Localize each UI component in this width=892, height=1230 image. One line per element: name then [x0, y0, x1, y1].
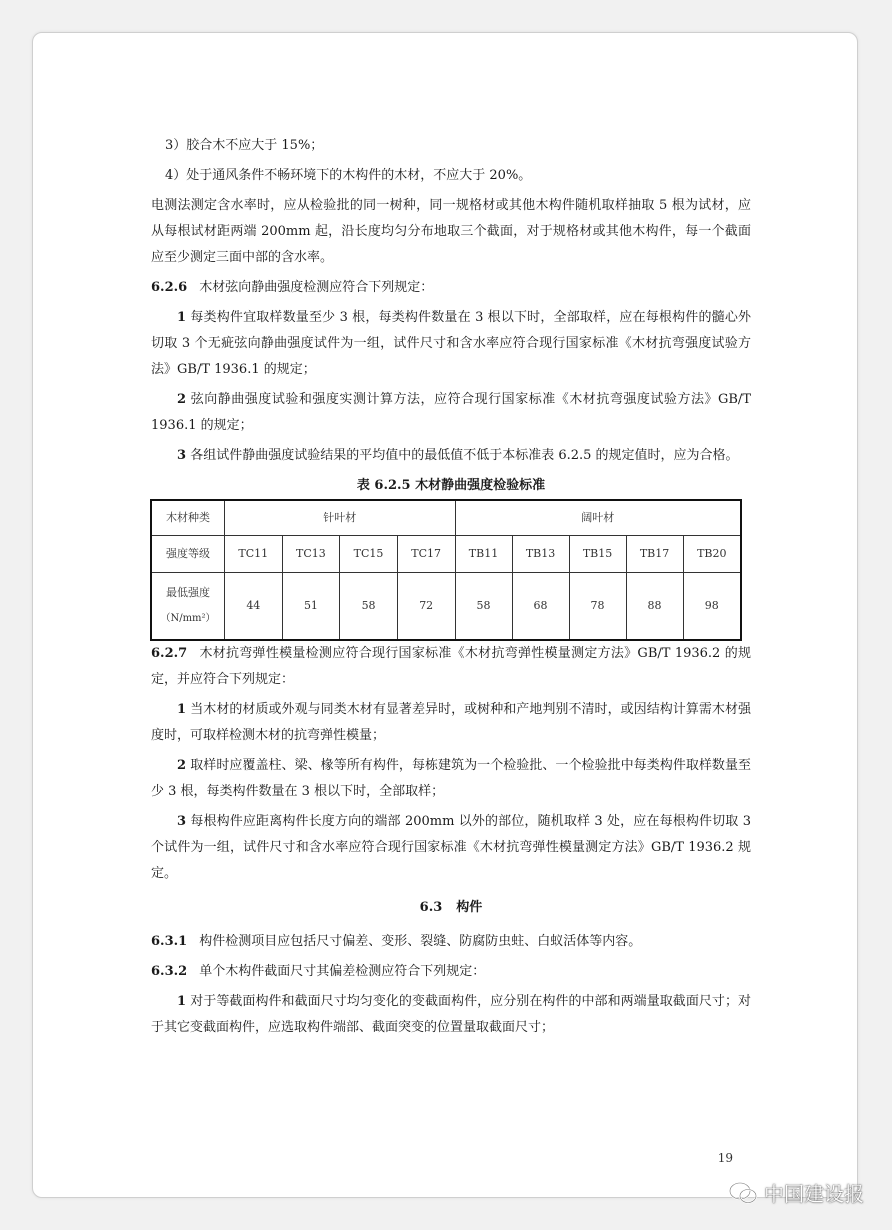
item-number: 3: [177, 448, 187, 463]
clause-text: 构件检测项目应包括尺寸偏差、变形、裂缝、防腐防虫蛀、白蚁活体等内容。: [199, 934, 642, 949]
table-cell: TC11: [225, 536, 283, 573]
page-content: [151, 133, 751, 1045]
clause-6-3-2: [151, 959, 751, 985]
item-text: 当木材的材质或外观与同类木材有显著差异时，或树种和产地判别不清时，或因结构计算需木材强度时，可取样检测木材的抗弯弹性模量；: [151, 702, 751, 743]
clause-6-2-7: [151, 641, 751, 693]
document-page: [32, 32, 858, 1198]
item-number: 1: [177, 310, 187, 325]
item-number: 2: [177, 758, 187, 773]
table-cell: TC17: [397, 536, 455, 573]
paragraph-electric-method: 电测法测定含水率时，应从检验批的同一树种，同一规格材或其他木构件随机取样抽取 5 根为试材，应从每根试材距两端 200mm 起，沿长度均匀分布地取三个截面，对于规格材或其他木构件，每一个截面应至少测定三面中部的含水率。: [151, 198, 751, 265]
clause-number: 6.3.1: [151, 934, 188, 949]
item-text: 对于等截面构件和截面尺寸均匀变化的变截面构件，应分别在构件的中部和两端量取截面尺寸；对于其它变截面构件，应选取构件端部、截面突变的位置量取截面尺寸；: [151, 994, 751, 1035]
table-cell: 58: [340, 573, 398, 641]
clause-number: 6.2.6: [151, 280, 188, 295]
unit-label: （N/mm²）: [160, 613, 216, 624]
paragraph-item-3: 3）胶合木不应大于 15%；: [165, 138, 324, 153]
item-number: 1: [177, 702, 187, 717]
strength-standard-table: [150, 499, 742, 641]
page-number: 19: [717, 1151, 733, 1165]
section-title-text: 构件: [456, 900, 483, 915]
table-cell: TB11: [455, 536, 512, 573]
table-row: [151, 573, 741, 641]
table-cell: 木材种类: [151, 500, 225, 536]
table-title: 表 6.2.5 木材静曲强度检验标准: [356, 478, 546, 493]
clause-6-2-6: [151, 275, 751, 301]
item-text: 取样时应覆盖柱、梁、椽等所有构件，每栋建筑为一个检验批、一个检验批中每类构件取样数量至少 3 根，每类构件数量在 3 根以下时，全部取样；: [151, 758, 751, 799]
section-heading: [151, 895, 751, 921]
table-cell: 51: [282, 573, 340, 641]
table-cell: 阔叶材: [455, 500, 741, 536]
table-row: [151, 500, 741, 536]
watermark-text: 中国建设报: [764, 1182, 864, 1206]
clause-text: 木材抗弯弹性模量检测应符合现行国家标准《木材抗弯弹性模量测定方法》GB/T 1936.2 的规定，并应符合下列规定：: [151, 646, 751, 687]
item-text: 每根构件应距离构件长度方向的端部 200mm 以外的部位，随机取样 3 处，应在每根构件切取 3 个试件为一组，试件尺寸和含水率应符合现行国家标准《木材抗弯弹性模量测定方法》GB/T 1936.2 规定。: [151, 814, 751, 881]
table-cell: 72: [397, 573, 455, 641]
table-cell: 44: [225, 573, 283, 641]
table-cell: TB15: [569, 536, 626, 573]
table-cell: 98: [683, 573, 741, 641]
table-cell: 68: [512, 573, 569, 641]
table-row: [151, 536, 741, 573]
clause-6-2-6-item-3: [151, 443, 751, 469]
publisher-watermark: [728, 1178, 864, 1207]
clause-6-3-2-item-1: [151, 989, 751, 1041]
item-text: 每类构件宜取样数量至少 3 根，每类构件数量在 3 根以下时，全部取样，应在每根构件的髓心外切取 3 个无疵弦向静曲强度试件为一组，试件尺寸和含水率应符合现行国家标准《木材抗弯强度试验方法》GB/T 1936.1 的规定；: [151, 310, 751, 377]
table-cell: 78: [569, 573, 626, 641]
table-cell: 针叶材: [225, 500, 456, 536]
paragraph-item-4: 4）处于通风条件不畅环境下的木构件的木材，不应大于 20%。: [165, 168, 532, 183]
clause-text: 木材弦向静曲强度检测应符合下列规定：: [199, 280, 434, 295]
clause-6-2-7-item-1: [151, 697, 751, 749]
table-cell: TB17: [626, 536, 683, 573]
table-cell: 88: [626, 573, 683, 641]
table-cell: 强度等级: [151, 536, 225, 573]
clause-text: 单个木构件截面尺寸其偏差检测应符合下列规定：: [199, 964, 486, 979]
table-cell: TC13: [282, 536, 340, 573]
clause-6-2-6-item-2: [151, 387, 751, 439]
table-cell: [151, 573, 225, 641]
table-cell: TB13: [512, 536, 569, 573]
clause-number: 6.2.7: [151, 646, 188, 661]
table-cell: TB20: [683, 536, 741, 573]
table-cell: TC15: [340, 536, 398, 573]
clause-6-3-1: [151, 929, 751, 955]
clause-6-2-6-item-1: [151, 305, 751, 383]
item-text: 各组试件静曲强度试验结果的平均值中的最低值不低于本标准表 6.2.5 的规定值时，应为合格。: [190, 448, 739, 463]
item-text: 弦向静曲强度试验和强度实测计算方法，应符合现行国家标准《木材抗弯强度试验方法》GB/T 1936.1 的规定；: [151, 392, 751, 433]
table-cell: 58: [455, 573, 512, 641]
item-number: 1: [177, 994, 187, 1009]
clause-6-2-7-item-2: [151, 753, 751, 805]
row-label: 最低强度: [166, 586, 210, 599]
wechat-icon: [728, 1181, 758, 1205]
clause-number: 6.3.2: [151, 964, 188, 979]
item-number: 3: [177, 814, 187, 829]
clause-6-2-7-item-3: [151, 809, 751, 887]
section-number: 6.3: [419, 900, 443, 915]
item-number: 2: [177, 392, 187, 407]
